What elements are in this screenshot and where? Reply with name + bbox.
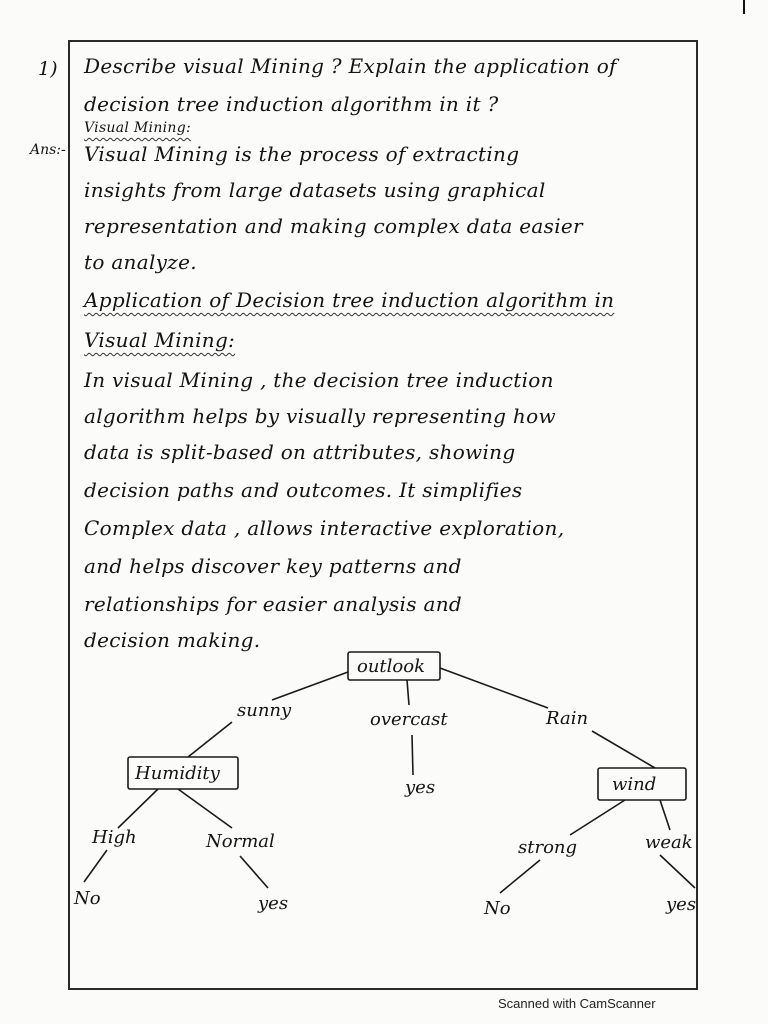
leaf-overcast-yes: yes — [405, 777, 436, 798]
body-line-2: algorithm helps by visually representing how — [84, 404, 556, 428]
heading-visual-mining: Visual Mining: — [84, 120, 192, 136]
edge-sunny-humidity — [188, 722, 232, 757]
edge-rain-wind — [592, 731, 655, 768]
definition-line-3: representation and making complex data easier — [84, 214, 583, 238]
humidity-node-label: Humidity — [135, 763, 220, 784]
edge-high-no — [84, 850, 107, 882]
answer-label: Ans:- — [30, 142, 66, 158]
branch-rain-label: Rain — [546, 708, 589, 729]
body-line-1: In visual Mining , the decision tree induction — [84, 368, 554, 392]
question-line-1: Describe visual Mining ? Explain the application of — [84, 54, 617, 78]
edge-humidity-normal — [178, 789, 232, 828]
body-line-6: and helps discover key patterns and — [84, 554, 462, 578]
definition-line-2: insights from large datasets using graphical — [84, 178, 546, 202]
branch-overcast-label: overcast — [370, 709, 448, 730]
heading-application-line-1: Application of Decision tree induction algorithm in — [84, 288, 615, 312]
leaf-normal-yes: yes — [258, 893, 289, 914]
branch-strong-label: strong — [518, 837, 578, 858]
edge-weak-yes — [660, 855, 695, 888]
question-number: 1) — [38, 58, 58, 80]
definition-line-1: Visual Mining is the process of extracting — [84, 142, 520, 166]
edge-strong-no — [500, 860, 540, 893]
body-line-4: decision paths and outcomes. It simplifies — [84, 478, 523, 502]
branch-sunny-label: sunny — [237, 700, 292, 721]
edge-root-sunny — [272, 672, 348, 700]
edge-normal-yes — [240, 856, 268, 888]
body-line-3: data is split-based on attributes, showing — [84, 440, 516, 464]
definition-line-4: to analyze. — [84, 250, 197, 274]
body-line-8: decision making. — [84, 628, 261, 652]
scanner-watermark: Scanned with CamScanner — [498, 996, 656, 1011]
edge-overcast-yes — [412, 735, 413, 775]
edge-wind-strong — [570, 800, 625, 835]
heading-application-line-2: Visual Mining: — [84, 328, 236, 352]
leaf-weak-yes: yes — [666, 894, 697, 915]
edge-humidity-high — [118, 789, 158, 828]
root-node-label: outlook — [357, 656, 426, 677]
body-line-5: Complex data , allows interactive exploration, — [84, 516, 565, 540]
edge-wind-weak — [660, 800, 670, 830]
branch-high-label: High — [92, 827, 137, 848]
leaf-strong-no: No — [484, 898, 511, 919]
body-line-7: relationships for easier analysis and — [84, 592, 462, 616]
branch-weak-label: weak — [645, 832, 693, 853]
wind-node-label: wind — [612, 774, 657, 795]
leaf-high-no: No — [74, 888, 101, 909]
edge-root-overcast — [407, 680, 409, 705]
edge-root-rain — [440, 668, 548, 708]
question-line-2: decision tree induction algorithm in it ? — [84, 92, 499, 116]
branch-normal-label: Normal — [206, 831, 275, 852]
